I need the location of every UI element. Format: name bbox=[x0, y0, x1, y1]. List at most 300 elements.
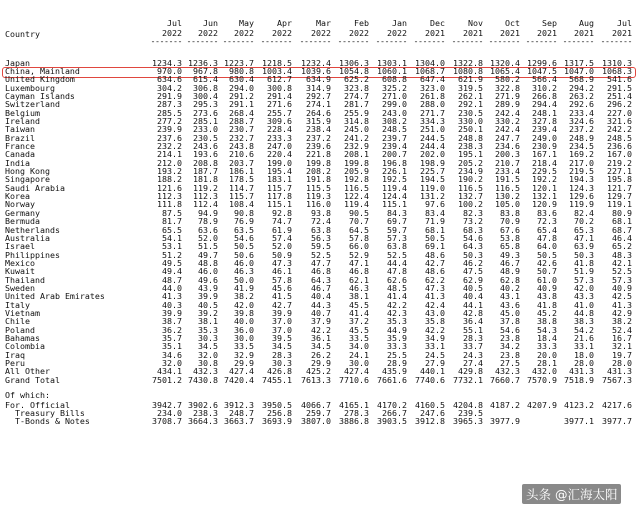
table-cell: 278.3 bbox=[344, 407, 369, 418]
table-cell: 227.1 bbox=[607, 166, 632, 177]
table-cell: 46.4 bbox=[612, 232, 632, 243]
column-header-year: 2022 bbox=[162, 28, 182, 38]
table-cell: 1310.3 bbox=[602, 57, 632, 68]
table-cell: 24.1 bbox=[349, 349, 369, 360]
table-cell: 248.7 bbox=[229, 407, 254, 418]
table-cell: 65.4 bbox=[537, 224, 557, 235]
table-cell: 245.0 bbox=[344, 124, 369, 135]
row-label: T-Bonds & Notes bbox=[5, 416, 90, 427]
table-cell: 239.9 bbox=[157, 124, 182, 135]
table-cell: 62.8 bbox=[500, 274, 520, 285]
table-cell: 111.8 bbox=[157, 199, 182, 210]
table-cell: 214.1 bbox=[157, 149, 182, 160]
table-cell: 120.9 bbox=[532, 199, 557, 210]
table-cell: 94.9 bbox=[198, 207, 218, 218]
table-cell: 30.8 bbox=[198, 358, 218, 369]
table-cell: 36.0 bbox=[234, 324, 254, 335]
table-cell: 199.0 bbox=[267, 157, 292, 168]
row-label: Vietnam bbox=[5, 308, 40, 318]
table-cell: 63.8 bbox=[387, 241, 407, 252]
table-cell: 63.5 bbox=[234, 224, 254, 235]
table-cell: 194.3 bbox=[569, 174, 594, 185]
table-cell: 43.3 bbox=[574, 291, 594, 302]
table-cell: 3902.6 bbox=[188, 399, 218, 410]
table-cell: 244.4 bbox=[420, 141, 445, 151]
table-cell: 33.5 bbox=[349, 333, 369, 344]
table-cell: 431.3 bbox=[569, 366, 594, 377]
table-cell: 232.2 bbox=[157, 141, 182, 151]
table-cell: 46.3 bbox=[234, 266, 254, 277]
table-cell: 192.5 bbox=[382, 174, 407, 185]
column-header-month: Feb bbox=[354, 18, 369, 28]
table-cell: 1234.3 bbox=[152, 57, 182, 68]
row-label: Peru bbox=[5, 358, 25, 369]
table-cell: 52.0 bbox=[198, 232, 218, 243]
table-cell: 208.8 bbox=[193, 157, 218, 168]
table-cell: 34.5 bbox=[272, 341, 292, 352]
table-cell: 43.6 bbox=[500, 299, 520, 310]
table-cell: 42.7 bbox=[425, 257, 445, 268]
table-cell: 169.2 bbox=[569, 149, 594, 160]
table-cell: 323.0 bbox=[420, 82, 445, 93]
table-cell: 50.5 bbox=[234, 241, 254, 252]
table-cell: 1218.5 bbox=[262, 57, 292, 68]
table-cell: 3693.9 bbox=[262, 416, 292, 427]
table-cell: 291.1 bbox=[229, 99, 254, 110]
table-cell: 34.0 bbox=[349, 341, 369, 352]
table-cell: 285.1 bbox=[193, 115, 218, 126]
table-cell: 50.3 bbox=[574, 249, 594, 260]
table-cell: 304.2 bbox=[157, 82, 182, 93]
table-cell: 1003.4 bbox=[262, 65, 292, 76]
table-cell: 130.2 bbox=[495, 191, 520, 202]
table-cell: 115.1 bbox=[267, 199, 292, 210]
table-cell: 210.7 bbox=[495, 157, 520, 168]
table-cell: 50.5 bbox=[425, 232, 445, 243]
table-cell: 35.8 bbox=[425, 316, 445, 327]
table-cell: 64.0 bbox=[537, 241, 557, 252]
table-cell: 194.5 bbox=[420, 174, 445, 185]
table-cell: 24.5 bbox=[425, 349, 445, 360]
table-cell: 330.2 bbox=[495, 115, 520, 126]
row-label: All Other bbox=[5, 366, 50, 377]
table-cell: 18.0 bbox=[574, 349, 594, 360]
table-row bbox=[0, 376, 640, 384]
table-cell: 205.2 bbox=[458, 157, 483, 168]
table-cell: 23.8 bbox=[500, 349, 520, 360]
table-cell: 37.9 bbox=[311, 316, 331, 327]
column-header-rule: ------- bbox=[488, 36, 520, 46]
table-cell: 199.8 bbox=[306, 157, 331, 168]
table-cell: 41.4 bbox=[387, 291, 407, 302]
table-cell: 434.1 bbox=[157, 366, 182, 377]
table-cell: 1039.6 bbox=[301, 65, 331, 76]
table-cell: 42.4 bbox=[425, 299, 445, 310]
table-cell: 32.9 bbox=[234, 349, 254, 360]
table-cell: 56.3 bbox=[311, 232, 331, 243]
table-cell: 108.4 bbox=[229, 199, 254, 210]
table-cell: 52.5 bbox=[311, 249, 331, 260]
table-cell: 7501.2 bbox=[152, 374, 182, 385]
table-cell: 46.0 bbox=[198, 266, 218, 277]
table-cell: 41.3 bbox=[425, 291, 445, 302]
table-cell: 621.9 bbox=[458, 74, 483, 85]
table-cell: 65.2 bbox=[612, 241, 632, 252]
table-cell: 580.2 bbox=[495, 74, 520, 85]
table-cell: 40.3 bbox=[162, 299, 182, 310]
table-cell: 1047.5 bbox=[527, 65, 557, 76]
table-cell: 4165.1 bbox=[339, 399, 369, 410]
column-header-year: 2021 bbox=[425, 28, 445, 38]
table-cell: 39.8 bbox=[234, 308, 254, 318]
row-label: Colombia bbox=[5, 341, 45, 352]
table-cell: 196.8 bbox=[382, 157, 407, 168]
table-cell: 1303.1 bbox=[377, 57, 407, 68]
table-cell: 3912.8 bbox=[415, 416, 445, 427]
table-cell: 116.5 bbox=[495, 182, 520, 193]
table-cell: 970.0 bbox=[157, 65, 182, 76]
table-cell: 266.7 bbox=[382, 407, 407, 418]
table-cell: 1065.4 bbox=[490, 65, 520, 76]
table-cell: 243.0 bbox=[382, 107, 407, 118]
table-cell: 54.2 bbox=[574, 324, 594, 335]
table-cell: 51.2 bbox=[162, 249, 182, 260]
table-cell: 292.6 bbox=[569, 99, 594, 110]
table-cell: 3912.3 bbox=[224, 399, 254, 410]
column-header-rule: ------- bbox=[337, 36, 369, 46]
table-cell: 119.3 bbox=[306, 191, 331, 202]
table-cell: 70.9 bbox=[500, 216, 520, 227]
table-cell: 324.6 bbox=[569, 115, 594, 126]
table-cell: 52.5 bbox=[387, 249, 407, 260]
table-cell: 59.5 bbox=[311, 241, 331, 252]
row-label: Iraq bbox=[5, 349, 25, 360]
table-cell: 192.8 bbox=[344, 174, 369, 185]
table-cell: 124.4 bbox=[382, 191, 407, 202]
table-cell: 119.0 bbox=[420, 182, 445, 193]
table-cell: 55.1 bbox=[463, 324, 483, 335]
table-cell: 131.2 bbox=[420, 191, 445, 202]
table-cell: 292.7 bbox=[306, 90, 331, 101]
table-cell: 112.3 bbox=[193, 191, 218, 202]
table-cell: 230.9 bbox=[532, 141, 557, 151]
table-cell: 1317.5 bbox=[564, 57, 594, 68]
table-cell: 41.9 bbox=[234, 282, 254, 293]
table-cell: 3807.0 bbox=[301, 416, 331, 427]
table-cell: 44.3 bbox=[311, 299, 331, 310]
row-label: Switzerland bbox=[5, 99, 60, 110]
table-cell: 327.8 bbox=[532, 115, 557, 126]
column-header-rule: ------- bbox=[299, 36, 331, 46]
table-cell: 239.7 bbox=[382, 132, 407, 143]
table-cell: 61.9 bbox=[272, 224, 292, 235]
table-cell: 78.9 bbox=[198, 216, 218, 227]
table-cell: 291.9 bbox=[157, 90, 182, 101]
column-header-year: 2022 bbox=[198, 28, 218, 38]
table-cell: 53.8 bbox=[500, 232, 520, 243]
table-cell: 7430.8 bbox=[188, 374, 218, 385]
table-cell: 69.7 bbox=[387, 216, 407, 227]
table-cell: 45.6 bbox=[272, 282, 292, 293]
table-cell: 568.9 bbox=[569, 74, 594, 85]
table-cell: 80.9 bbox=[612, 207, 632, 218]
table-cell: 34.5 bbox=[198, 341, 218, 352]
table-cell: 33.7 bbox=[463, 341, 483, 352]
table-cell: 46.8 bbox=[349, 266, 369, 277]
table-cell: 105.0 bbox=[495, 199, 520, 210]
column-header-rule: ------- bbox=[260, 36, 292, 46]
table-cell: 220.4 bbox=[267, 149, 292, 160]
table-cell: 247.0 bbox=[267, 141, 292, 151]
table-cell: 49.3 bbox=[500, 249, 520, 260]
table-cell: 198.9 bbox=[420, 157, 445, 168]
table-cell: 124.3 bbox=[569, 182, 594, 193]
table-cell: 261.8 bbox=[420, 90, 445, 101]
row-label: China, Mainland bbox=[5, 65, 80, 76]
table-cell: 615.4 bbox=[193, 74, 218, 85]
table-cell: 1223.7 bbox=[224, 57, 254, 68]
table-cell: 274.1 bbox=[306, 99, 331, 110]
row-label: Luxembourg bbox=[5, 82, 55, 93]
row-label: Brazil bbox=[5, 132, 35, 143]
table-cell: 16.7 bbox=[612, 333, 632, 344]
table-cell: 65.5 bbox=[162, 224, 182, 235]
table-cell: 7420.4 bbox=[224, 374, 254, 385]
table-cell: 308.2 bbox=[382, 115, 407, 126]
table-cell: 54.6 bbox=[463, 232, 483, 243]
table-cell: 1304.0 bbox=[415, 57, 445, 68]
table-cell: 1047.0 bbox=[564, 65, 594, 76]
table-cell: 54.6 bbox=[234, 232, 254, 243]
table-cell: 129.7 bbox=[607, 191, 632, 202]
table-cell: 229.5 bbox=[532, 166, 557, 177]
table-cell: 38.8 bbox=[537, 316, 557, 327]
table-cell: 237.2 bbox=[569, 124, 594, 135]
table-cell: 42.7 bbox=[272, 299, 292, 310]
table-cell: 310.2 bbox=[532, 82, 557, 93]
table-cell: 119.4 bbox=[344, 199, 369, 210]
table-cell: 226.1 bbox=[382, 166, 407, 177]
table-cell: 21.6 bbox=[574, 333, 594, 344]
table-cell: 33.3 bbox=[387, 341, 407, 352]
table-cell: 57.8 bbox=[272, 274, 292, 285]
table-row bbox=[0, 417, 640, 425]
table-cell: 90.8 bbox=[234, 207, 254, 218]
column-header-month: Aug bbox=[579, 18, 594, 28]
table-cell: 321.6 bbox=[607, 115, 632, 126]
table-cell: 1232.4 bbox=[301, 57, 331, 68]
table-cell: 116.5 bbox=[458, 182, 483, 193]
table-cell: 188.2 bbox=[157, 174, 182, 185]
row-label: Korea bbox=[5, 191, 30, 202]
table-cell: 247.6 bbox=[420, 407, 445, 418]
row-label: For. Official bbox=[5, 399, 70, 410]
table-cell: 48.6 bbox=[425, 266, 445, 277]
table-cell: 87.5 bbox=[162, 207, 182, 218]
table-cell: 630.4 bbox=[229, 74, 254, 85]
table-cell: 114.7 bbox=[229, 182, 254, 193]
table-cell: 306.8 bbox=[193, 82, 218, 93]
row-label: Israel bbox=[5, 241, 35, 252]
table-cell: 51.5 bbox=[198, 241, 218, 252]
table-cell: 46.7 bbox=[311, 282, 331, 293]
table-cell: 242.4 bbox=[495, 124, 520, 135]
table-cell: 249.0 bbox=[532, 132, 557, 143]
column-header-3 bbox=[248, 18, 292, 44]
table-cell: 242.2 bbox=[607, 124, 632, 135]
column-header-year: 2022 bbox=[272, 28, 292, 38]
of-which-label-row bbox=[0, 391, 640, 399]
table-cell: 54.6 bbox=[500, 324, 520, 335]
table-cell: 243.6 bbox=[193, 141, 218, 151]
table-cell: 625.2 bbox=[344, 74, 369, 85]
table-cell: 42.0 bbox=[574, 282, 594, 293]
table-cell: 47.3 bbox=[272, 257, 292, 268]
table-cell: 34.2 bbox=[500, 341, 520, 352]
table-cell: 71.9 bbox=[425, 216, 445, 227]
column-header-year: 2021 bbox=[463, 28, 483, 38]
table-cell: 30.0 bbox=[234, 333, 254, 344]
table-cell: 40.5 bbox=[198, 299, 218, 310]
column-header-year: 2022 bbox=[311, 28, 331, 38]
table-cell: 33.3 bbox=[537, 341, 557, 352]
table-cell: 248.8 bbox=[458, 132, 483, 143]
row-label: Chile bbox=[5, 316, 30, 327]
table-cell: 191.5 bbox=[495, 174, 520, 185]
table-cell: 42.6 bbox=[537, 257, 557, 268]
table-cell: 35.1 bbox=[162, 341, 182, 352]
table-cell: 43.8 bbox=[537, 291, 557, 302]
table-cell: 300.4 bbox=[193, 90, 218, 101]
table-cell: 195.1 bbox=[458, 149, 483, 160]
table-cell: 259.7 bbox=[306, 407, 331, 418]
table-cell: 233.0 bbox=[193, 124, 218, 135]
table-cell: 239.5 bbox=[458, 407, 483, 418]
table-cell: 47.8 bbox=[537, 232, 557, 243]
table-cell: 212.0 bbox=[157, 157, 182, 168]
table-cell: 64.3 bbox=[311, 274, 331, 285]
table-cell: 289.9 bbox=[495, 99, 520, 110]
table-cell: 217.0 bbox=[569, 157, 594, 168]
table-cell: 7567.3 bbox=[602, 374, 632, 385]
table-cell: 46.2 bbox=[463, 257, 483, 268]
table-cell: 1299.6 bbox=[527, 57, 557, 68]
table-cell: 435.9 bbox=[382, 366, 407, 377]
table-cell: 36.1 bbox=[311, 333, 331, 344]
column-header-rule: ------- bbox=[451, 36, 483, 46]
table-cell: 4170.2 bbox=[377, 399, 407, 410]
table-cell: 251.4 bbox=[607, 90, 632, 101]
table-cell: 314.8 bbox=[344, 115, 369, 126]
table-cell: 32.0 bbox=[198, 349, 218, 360]
table-cell: 227.0 bbox=[607, 107, 632, 118]
table-cell: 427.4 bbox=[344, 366, 369, 377]
row-label: Bermuda bbox=[5, 216, 40, 227]
table-cell: 432.0 bbox=[532, 366, 557, 377]
table-cell: 1060.1 bbox=[377, 65, 407, 76]
table-cell: 264.6 bbox=[306, 107, 331, 118]
table-cell: 1068.3 bbox=[602, 65, 632, 76]
table-cell: 40.9 bbox=[537, 282, 557, 293]
table-cell: 34.9 bbox=[425, 333, 445, 344]
table-cell: 309.6 bbox=[267, 115, 292, 126]
table-cell: 27.9 bbox=[425, 358, 445, 369]
table-cell: 200.3 bbox=[495, 149, 520, 160]
row-label: Italy bbox=[5, 299, 30, 310]
table-cell: 52.0 bbox=[272, 241, 292, 252]
table-cell: 35.9 bbox=[387, 333, 407, 344]
table-cell: 248.9 bbox=[569, 132, 594, 143]
table-cell: 42.2 bbox=[425, 324, 445, 335]
table-cell: 63.9 bbox=[574, 241, 594, 252]
table-cell: 46.0 bbox=[234, 257, 254, 268]
column-header-month: Jul bbox=[617, 18, 632, 28]
row-label: Canada bbox=[5, 149, 35, 160]
table-cell: 19.7 bbox=[612, 349, 632, 360]
table-cell: 72.4 bbox=[311, 216, 331, 227]
column-header-month: Oct bbox=[505, 18, 520, 28]
table-cell: 230.5 bbox=[193, 132, 218, 143]
row-label: France bbox=[5, 141, 35, 151]
table-cell: 38.2 bbox=[612, 316, 632, 327]
table-cell: 219.2 bbox=[607, 157, 632, 168]
column-header-year: 2022 bbox=[387, 28, 407, 38]
table-cell: 50.5 bbox=[537, 249, 557, 260]
table-cell: 41.0 bbox=[574, 299, 594, 310]
table-cell: 42.5 bbox=[612, 291, 632, 302]
table-cell: 129.6 bbox=[569, 191, 594, 202]
table-cell: 83.6 bbox=[537, 207, 557, 218]
table-cell: 431.3 bbox=[607, 366, 632, 377]
table-cell: 44.0 bbox=[162, 282, 182, 293]
table-cell: 34.5 bbox=[311, 341, 331, 352]
table-cell: 40.2 bbox=[500, 282, 520, 293]
table-cell: 277.2 bbox=[157, 115, 182, 126]
country-column-header: Country bbox=[5, 29, 40, 39]
table-cell: 195.8 bbox=[607, 174, 632, 185]
table-cell: 48.5 bbox=[387, 282, 407, 293]
table-cell: 35.7 bbox=[162, 333, 182, 344]
column-header-rule: ------- bbox=[375, 36, 407, 46]
table-cell: 230.7 bbox=[229, 124, 254, 135]
table-cell: 38.2 bbox=[234, 291, 254, 302]
table-cell: 52.4 bbox=[612, 324, 632, 335]
table-cell: 193.6 bbox=[193, 149, 218, 160]
row-label: Bahamas bbox=[5, 333, 40, 344]
table-cell: 42.1 bbox=[612, 257, 632, 268]
table-cell: 3977.9 bbox=[490, 416, 520, 427]
table-cell: 41.8 bbox=[537, 299, 557, 310]
table-cell: 28.0 bbox=[612, 358, 632, 369]
table-cell: 50.0 bbox=[234, 274, 254, 285]
table-cell: 1054.8 bbox=[339, 65, 369, 76]
table-cell: 26.2 bbox=[311, 349, 331, 360]
column-header-year: 2022 bbox=[234, 28, 254, 38]
table-cell: 634.9 bbox=[306, 74, 331, 85]
table-cell: 52.9 bbox=[349, 249, 369, 260]
table-cell: 28.0 bbox=[574, 358, 594, 369]
table-cell: 35.3 bbox=[198, 324, 218, 335]
table-cell: 70.7 bbox=[349, 216, 369, 227]
table-cell: 46.3 bbox=[349, 282, 369, 293]
row-label: Belgium bbox=[5, 107, 40, 118]
table-cell: 47.1 bbox=[349, 257, 369, 268]
table-cell: 183.1 bbox=[267, 174, 292, 185]
table-cell: 64.3 bbox=[463, 241, 483, 252]
column-header-month: Nov bbox=[468, 18, 483, 28]
table-cell: 7518.9 bbox=[564, 374, 594, 385]
table-cell: 39.2 bbox=[198, 308, 218, 318]
